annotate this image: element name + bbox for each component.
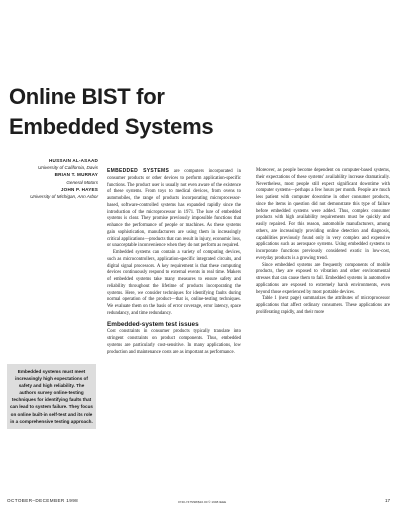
body-column-1 [107,168,241,356]
copyright-code: 0740-7475/98/$10.00 © 1998 IEEE [178,500,227,504]
title-line-2: Embedded Systems [9,114,214,139]
body-paragraph: Cost constraints in consumer products typically translate into stringent constraints on product components. Thus, embedded systems are particularly cost-sensitive. In many applications, low production and maintenance costs are as important as performance. [107,329,241,355]
lead-paragraph-text: are computers incorporated in consumer products or other devices to perform application-specific functions. The product user is usually not even aware of the existence of these systems. From toys to medical devices, from ovens to automobiles, the range of products incorporating microprocessor-based, software-controlled systems has expanded rapidly since the introduction of the microprocessor in 1971. The lure of embedded systems is clear. They promise previously impossible functions that enhance the performance of people or machines. As these systems gain sophistication, manufacturers are using them in increasingly critical applications—products that can result in injury, economic loss, or unacceptable inconvenience when they do not perform as required. [107,169,241,249]
author-name: JOHN P. HAYES [60,186,98,192]
body-paragraph: Embedded systems can contain a variety of computing devices, such as microcontrollers, application-specific integrated circuits, and digital signal processors. A key requirement is that these computing devices continuously respond to external events in real time. Makers of embedded systems take many measures to ensure safety and reliability throughout the lifetime of products incorporating the systems. Here, we consider techniques for identifying faults during normal operation of the product—that is, online-testing techniques. We evaluate them on the basis of error coverage, error latency, space redundancy, and time redundancy. [107,250,241,316]
author-name: BRIAN T. MURRAY [54,172,98,178]
body-paragraph: Table 1 (next page) summarizes the attributes of microprocessor applications that affect ordinary consumers. These applications are proliferating rapidly, and their more [256,296,390,315]
author-affiliation: University of California, Davis [38,165,98,171]
article-title [9,82,269,142]
section-heading: Embedded-system test issues [107,320,199,328]
author-affiliation: General Motors [66,179,98,185]
body-paragraph [107,168,241,250]
body-paragraph: Moreover, as people become dependent on computer-based systems, their expectations of these systems' availability increase dramatically. Nevertheless, most people still expect significant downtime with computer systems—perhaps a few hours per month. People are much less patient with computer downtime in other consumer products, since the items in question did not demonstrate this type of failure before embedded systems were added. Thus, complex consumer products with high availability requirements must be quickly and easily repaired. For this reason, automobile manufacturers, among others, are increasingly providing online detection and diagnosis, capabilities previously found only in very complex and expensive applications such as aerospace systems. Using embedded systems to incorporate functions previously considered exotic in low-cost, everyday products is a growing trend. [256,168,390,261]
lead-in: EMBEDDED SYSTEMS [107,168,170,174]
page-number: 17 [385,498,391,503]
body-column-2 [256,168,390,317]
author-block [7,157,98,200]
title-line-1: Online BIST for [9,84,165,109]
pull-quote: Embedded systems must meet increasingly high expectations of safety and high reliability. The authors survey online-testing techniques for identifying faults that can lead to system failure. They focus on online built-in self-test and its role in a comprehensive testing approach. [7,364,96,429]
issue-date: OCTOBER–DECEMBER 1998 [7,498,79,503]
body-paragraph: Since embedded systems are frequently components of mobile products, they are exposed to vibration and other environmental stresses that can cause them to fail. Embedded systems in automotive applications are exposed to extremely harsh environments, even beyond those experienced by most portable devices. [256,262,390,295]
author-name: HUSSAIN AL-ASAAD [49,158,98,163]
author-affiliation: University of Michigan, Ann Arbor [30,194,98,200]
